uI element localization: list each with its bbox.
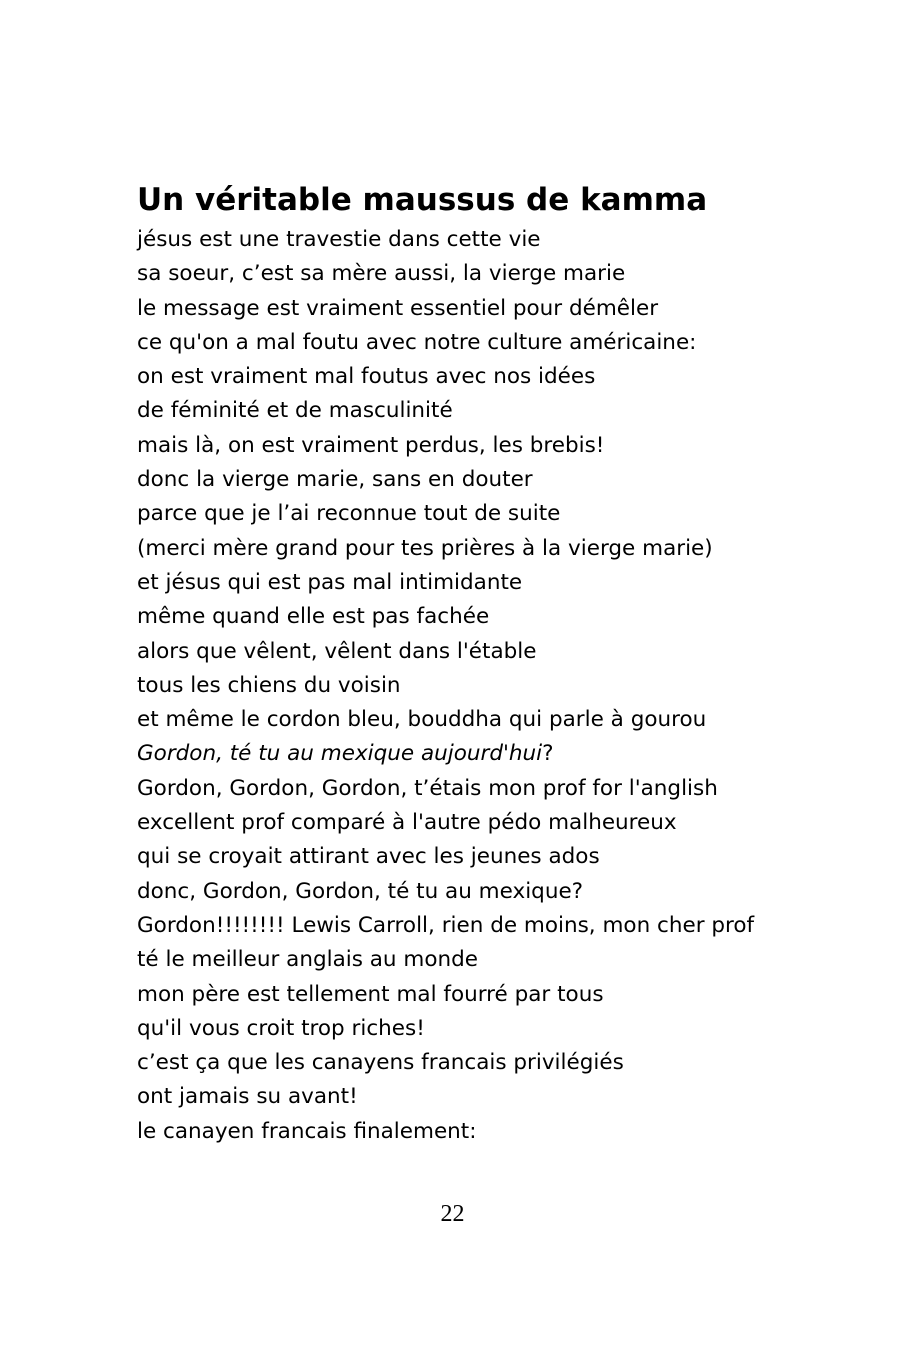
page-number: 22 bbox=[440, 1201, 465, 1227]
poem-line: le message est vraiment essentiel pour démêler bbox=[137, 295, 659, 321]
poem-body bbox=[137, 223, 754, 1149]
poem-line: (merci mère grand pour tes prières à la vierge marie) bbox=[137, 535, 713, 561]
poem-line: donc, Gordon, Gordon, té tu au mexique? bbox=[137, 878, 584, 904]
poem-line: ont jamais su avant! bbox=[137, 1084, 358, 1110]
poem-line: le canayen francais finalement: bbox=[137, 1118, 477, 1144]
poem-line: mais là, on est vraiment perdus, les brebis! bbox=[137, 432, 605, 458]
poem-line: on est vraiment mal foutus avec nos idées bbox=[137, 364, 596, 390]
poem-line-italic-text: Gordon, té tu au mexique aujourd'hui bbox=[137, 741, 543, 767]
poem-line: de féminité et de masculinité bbox=[137, 398, 453, 424]
poem-line: Gordon, Gordon, Gordon, t’étais mon prof for l'anglish bbox=[137, 775, 718, 801]
poem-line: tous les chiens du voisin bbox=[137, 672, 401, 698]
poem-line: qui se croyait attirant avec les jeunes ados bbox=[137, 844, 600, 870]
poem-line: té le meilleur anglais au monde bbox=[137, 947, 478, 973]
poem-line: qu'il vous croit trop riches! bbox=[137, 1015, 425, 1041]
poem-line: c’est ça que les canayens francais privilégiés bbox=[137, 1050, 624, 1076]
poem-line-suffix: ? bbox=[542, 741, 554, 767]
poem-line: ce qu'on a mal foutu avec notre culture américaine: bbox=[137, 329, 697, 355]
poem-line: même quand elle est pas fachée bbox=[137, 604, 490, 630]
poem-line: Gordon!!!!!!!! Lewis Carroll, rien de moins, mon cher prof bbox=[137, 912, 755, 938]
poem-line: et jésus qui est pas mal intimidante bbox=[137, 569, 523, 595]
poem-line: parce que je l’ai reconnue tout de suite bbox=[137, 501, 561, 527]
poem-line: excellent prof comparé à l'autre pédo malheureux bbox=[137, 810, 677, 836]
poem-line: donc la vierge marie, sans en douter bbox=[137, 467, 533, 493]
poem-line: sa soeur, c’est sa mère aussi, la vierge marie bbox=[137, 261, 626, 287]
poem-line: mon père est tellement mal fourré par tous bbox=[137, 981, 604, 1007]
poem-line: alors que vêlent, vêlent dans l'étable bbox=[137, 638, 537, 664]
poem-line bbox=[137, 737, 754, 771]
poem-line: et même le cordon bleu, bouddha qui parle à gourou bbox=[137, 707, 707, 733]
poem-line: jésus est une travestie dans cette vie bbox=[137, 227, 541, 252]
poem-title: Un véritable maussus de kamma bbox=[137, 182, 708, 218]
